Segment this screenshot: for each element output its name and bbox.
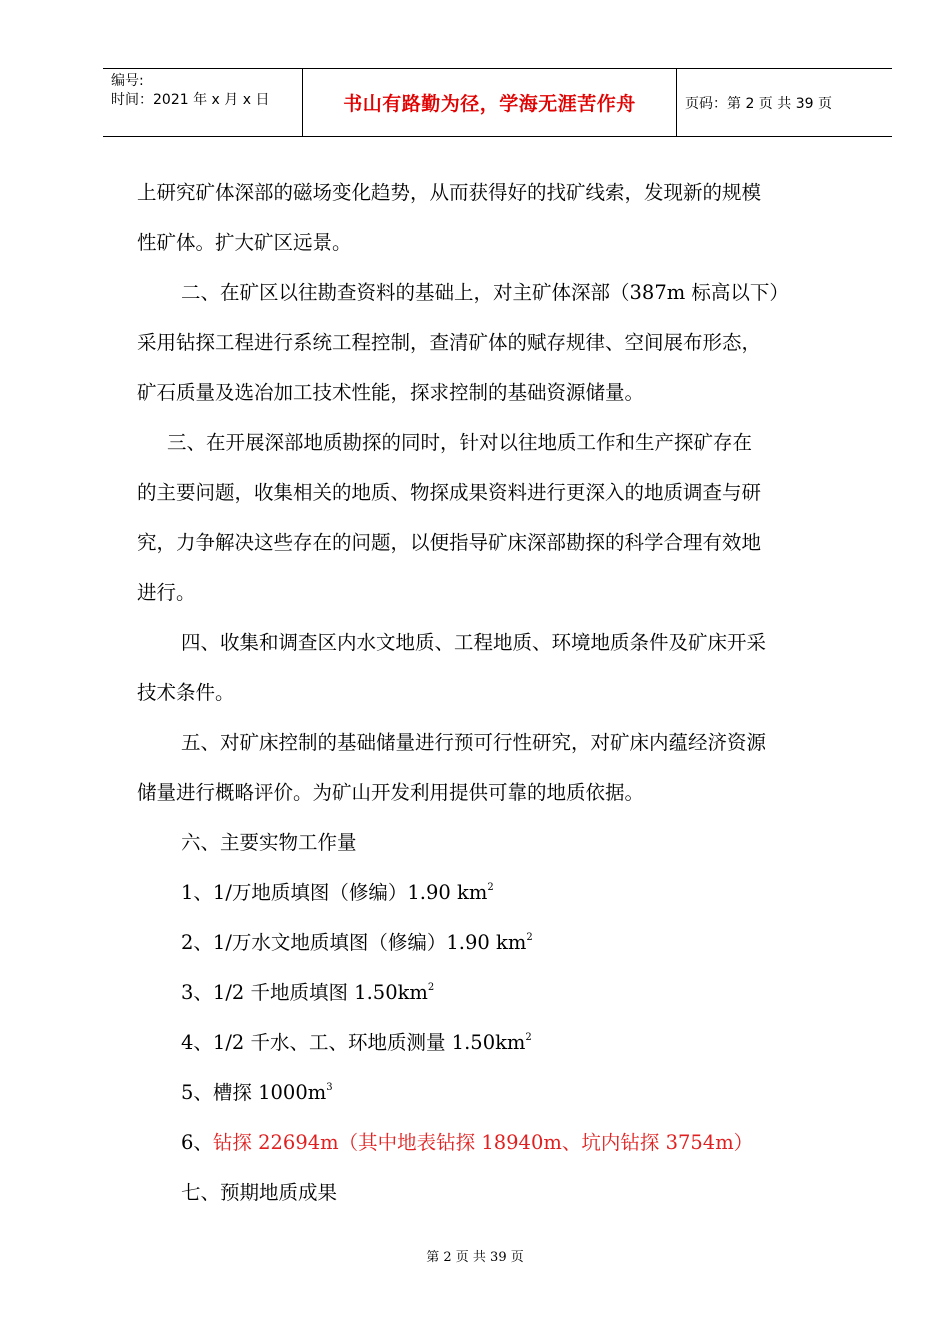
time-label: 时间：2021 年 x 月 x 日	[111, 92, 270, 108]
list-item-text: 4、1/2 千水、工、环地质测量 1.50km	[181, 1031, 526, 1054]
list-item-text: 3、1/2 千地质填图 1.50km	[181, 981, 428, 1004]
list-item-prefix: 6、	[181, 1131, 213, 1154]
section-heading: 七、预期地质成果	[181, 1181, 338, 1204]
list-item	[137, 872, 863, 922]
header-page-label: 页码：第 2 页 共 39 页	[685, 95, 832, 112]
serial-label: 编号:	[111, 73, 144, 89]
superscript: 2	[487, 882, 494, 893]
page-header	[103, 68, 892, 137]
paragraph-line: 矿石质量及选冶加工技术性能，探求控制的基础资源储量。	[137, 381, 645, 404]
highlighted-text: 钻探 22694m（其中地表钻探 18940m、坑内钻探 3754m）	[212, 1131, 754, 1154]
list-item-text: 1、1/万地质填图（修编）1.90 km	[181, 881, 488, 904]
paragraph-line: 三、在开展深部地质勘探的同时，针对以往地质工作和生产探矿存在	[167, 431, 753, 454]
list-item-text: 5、槽探 1000m	[181, 1081, 327, 1104]
header-motto: 书山有路勤为径，学海无涯苦作舟	[303, 69, 677, 136]
list-item	[137, 1122, 863, 1172]
list-item	[137, 972, 863, 1022]
paragraph-line: 储量进行概略评价。为矿山开发利用提供可靠的地质依据。	[137, 781, 645, 804]
paragraph-line: 技术条件。	[137, 681, 235, 704]
paragraph-line: 四、收集和调查区内水文地质、工程地质、环境地质条件及矿床开采	[181, 631, 767, 654]
paragraph-line: 的主要问题，收集相关的地质、物探成果资料进行更深入的地质调查与研	[137, 481, 762, 504]
paragraph-line: 采用钻探工程进行系统工程控制，查清矿体的赋存规律、空间展布形态，	[137, 331, 762, 354]
superscript: 3	[326, 1082, 333, 1093]
superscript: 2	[526, 932, 533, 943]
paragraph-line: 二、在矿区以往勘查资料的基础上，对主矿体深部（387m 标高以下）	[181, 281, 789, 304]
superscript: 2	[427, 982, 435, 993]
section-heading: 六、主要实物工作量	[181, 831, 357, 854]
list-item	[137, 922, 863, 972]
document-body	[137, 172, 863, 1222]
list-item	[137, 1072, 863, 1122]
paragraph-line: 进行。	[137, 581, 196, 604]
page-footer: 第 2 页 共 39 页	[426, 1250, 524, 1265]
paragraph-line: 性矿体。扩大矿区远景。	[137, 231, 352, 254]
list-item-text: 2、1/万水文地质填图（修编）1.90 km	[181, 931, 527, 954]
header-meta	[103, 69, 303, 136]
paragraph-line: 五、对矿床控制的基础储量进行预可行性研究，对矿床内蕴经济资源	[181, 731, 767, 754]
list-item	[137, 1022, 863, 1072]
paragraph-line: 究，力争解决这些存在的问题，以便指导矿床深部勘探的科学合理有效地	[137, 531, 762, 554]
paragraph-line: 上研究矿体深部的磁场变化趋势，从而获得好的找矿线索，发现新的规模	[137, 181, 762, 204]
superscript: 2	[525, 1032, 532, 1043]
